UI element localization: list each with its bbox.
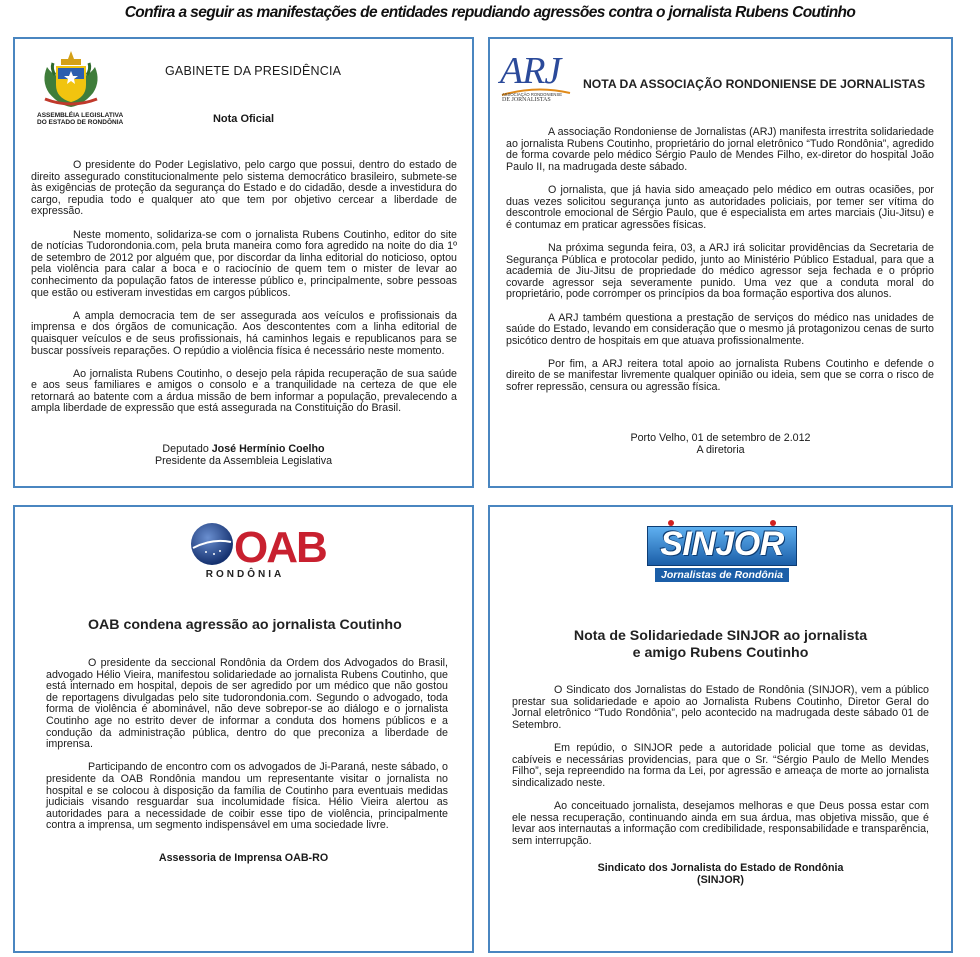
arj-logo <box>500 51 572 107</box>
note-oab <box>13 505 474 953</box>
oab-logo-text: OAB <box>234 523 326 572</box>
signature-role: Presidente da Assembleia Legislativa <box>154 455 333 467</box>
note-arj <box>488 37 953 488</box>
arj-logo-sub2: DE JORNALISTAS <box>502 97 551 103</box>
box2-paragraph: Por fim, a ARJ reitera total apoio ao jornalista Rubens Coutinho e defende o direito de se manifestar livremente qualquer opinião ou ideia, sem que se corra o risco de sofrer repressão, censura ou agressão física. <box>506 357 934 394</box>
box4-body <box>512 685 929 859</box>
box4-paragraph: O Sindicato dos Jornalistas do Estado de Rondônia (SINJOR), vem a público prestar sua solidariedade e apoio ao Jornalista Rubens Coutinho, Diretor Geral do Jornal eletrônico “Tudo Rondônia”, pelo acontecido na madrugada deste sábado 01 de Setembro. <box>512 684 929 731</box>
box3-paragraph: O presidente da seccional Rondônia da Ordem dos Advogados do Brasil, advogado Hélio Vieira, manifestou solidariedade ao jornalista Rubens Coutinho, que está internado em hospital, depois de ser agredido por um médico que não gostou de reportagens divulgadas pelo site tudorondonia.com. Segundo o advogado, toda forma de violência é abominável, não deve sobrepor-se ao diálogo e o jornalista Coutinho age no estrito dever de informar a conduta dos homens públicos e a condução da administração pública, dentro do que preconiza a liberdade de imprensa. <box>46 657 448 751</box>
signature-name: José Hermínio Coelho <box>211 443 325 455</box>
box2-paragraph: Na próxima segunda feira, 03, a ARJ irá solicitar providências da Secretaria de Segurança Pública e protocolar pedido, junto ao Ministério Público Estadual, para que a academia de Jiu-Jitsu de propriedade do médico agressor seja fechada e o próprio covarde agressor seja severamente punido. Uma vez que a conduta moral do proprietário, pode corromper os princípios da boa formação esportiva dos alunos. <box>506 241 934 301</box>
box3-paragraph: Participando de encontro com os advogados de Ji-Paraná, neste sábado, o presidente da OAB Rondônia mandou um representante visitar o jornalista no hospital e se colocou à disposição da família de Coutinho para eventuais medidas judiciais visando resguardar sua incolumidade física. Hélio Vieira alertou as autoridades para a necessidade de coibir esse tipo de violência, principalmente contra a imprensa, um segmento indispensável em uma sociedade livre. <box>46 761 448 832</box>
oab-logo <box>190 522 326 584</box>
box1-signature <box>15 443 472 467</box>
box2-body <box>506 127 934 405</box>
signature-prefix: Deputado <box>162 443 212 455</box>
arj-logo-sub1: ASSOCIAÇÃO RONDONIENSE <box>502 92 563 97</box>
sinjor-logo-sub: Jornalistas de Rondônia <box>655 568 789 582</box>
box2-paragraph: A associação Rondoniense de Jornalistas (ARJ) manifesta irrestrita solidariedade ao jornalista Rubens Coutinho, proprietário do jornal eletrônico “Tudo Rondônia”, agredido de forma covarde pelo médico Sérgio Paulo de Mendes Filho, ex-diretor do hospital João Paulo II, na madrugada deste sábado. <box>506 126 934 173</box>
box2-signature <box>490 432 951 456</box>
date-line: Porto Velho, 01 de setembro de 2.012 <box>630 432 811 444</box>
box4-signature <box>490 862 951 886</box>
box4-title-line2: e amigo Rubens Coutinho <box>632 645 809 661</box>
sinjor-logo <box>647 519 797 581</box>
coat-of-arms-icon <box>37 49 105 111</box>
box1-paragraph: Neste momento, solidariza-se com o jornalista Rubens Coutinho, editor do site de notícias Tudorondonia.com, pela bruta maneira como fora agredido na noite do dia 1º de setembro de 2012 por alguém que, por discordar da linha editorial do noticioso, optou pela violência para calar a boca e o raciocínio de quem tem o mister de levar ao conhecimento da população fatos de interesse público e, principalmente, sobre pessoas que estão ou estiveram investidas em cargos públicos. <box>31 228 457 299</box>
box1-paragraph: A ampla democracia tem de ser assegurada aos veículos e profissionais da imprensa e dos órgãos de comunicação. Aos descontentes com a linha editorial de quaisquer veículos e de seus profissionais, há caminhos legais e republicanos para se buscar possíveis reparações. O repúdio a violência física é necessário neste momento. <box>31 309 457 357</box>
box2-paragraph: A ARJ também questiona a prestação de serviços do médico nas unidades de saúde do Estado, levando em consideração que o mesmo já protagonizou cenas de surto psicótico dentro de hospitais em que atuava profissionalmente. <box>506 311 934 347</box>
box1-paragraph: O presidente do Poder Legislativo, pelo cargo que possui, dentro do estado de direito assegurado constitucionalmente pelo sistema democrático brasileiro, submete-se às exigências de proteção da segurança do Estado e do cidadão, desde a investidura do cargo, repudia todo e qualquer ato que tem por objetivo cercear a liberdade de expressão. <box>31 159 457 218</box>
note-sinjor <box>488 505 953 953</box>
box3-signature: Assessoria de Imprensa OAB-RO <box>158 852 329 864</box>
sinjor-logo-text: SINJOR <box>660 525 784 563</box>
signature-line1: Sindicato dos Jornalista do Estado de Rondônia <box>597 862 844 874</box>
box2-paragraph: O jornalista, que já havia sido ameaçado pelo médico em outras ocasiões, por duas vezes solicitou segurança junto as autoridades policiais, por temer ser vítima do descontrole emocional de Sérgio Paulo, que é especialista em artes marciais (Jiu-Jitsu) e é contumaz em praticar agressões físicas. <box>506 183 934 231</box>
page-headline: Confira a seguir as manifestações de entidades repudiando agressões contra o jornalista Rubens Coutinho <box>124 4 856 21</box>
box4-paragraph: Em repúdio, o SINJOR pede a autoridade policial que tome as devidas, cabíveis e necessárias providencias, para que o Sr. “Sérgio Paulo de Mello Mendes Filho”, seja repreendido na forma da Lei, por agressão e ameaça de morte ao jornalista sindicalizado neste. <box>512 741 929 789</box>
globe-icon <box>190 522 326 572</box>
box1-title: GABINETE DA PRESIDÊNCIA <box>165 64 342 78</box>
sign-line: A diretoria <box>696 444 745 456</box>
box4-title <box>490 628 951 662</box>
box1-paragraph: Ao jornalista Rubens Coutinho, o desejo pela rápida recuperação de sua saúde e aos seus familiares e amigos o consolo e a tranquilidade na certeza de que ele retornará ao batente com a árdua missão de bem informar a população, prevalecendo a ampla liberdade de expressão que está assegurada na Constituição do Brasil. <box>31 367 457 415</box>
assembleia-logo-line2: DO ESTADO DE RONDÔNIA <box>37 119 124 126</box>
arj-logo-text: ARJ <box>500 50 561 92</box>
box4-title-line1: Nota de Solidariedade SINJOR ao jornalista <box>573 628 868 644</box>
assembleia-logo-line1: ASSEMBLÉIA LEGISLATIVA <box>37 112 124 119</box>
note-assembleia <box>13 37 474 488</box>
box3-title: OAB condena agressão ao jornalista Coutinho <box>88 617 402 633</box>
signature-line2: (SINJOR) <box>697 874 744 886</box>
oab-logo-sub: RONDÔNIA <box>205 569 285 580</box>
box2-title: NOTA DA ASSOCIAÇÃO RONDONIENSE DE JORNALISTAS <box>583 77 926 91</box>
box4-paragraph: Ao conceituado jornalista, desejamos melhoras e que Deus possa estar com ele nessa recuperação, continuando ainda em sua árdua, mas objetiva missão, que é levar aos internautas a informação com credibilidade, responsabilidade e transparência, sem interrupção. <box>512 799 929 847</box>
box3-body <box>46 658 448 844</box>
box1-body <box>31 160 457 427</box>
box1-subtitle: Nota Oficial <box>212 113 275 125</box>
